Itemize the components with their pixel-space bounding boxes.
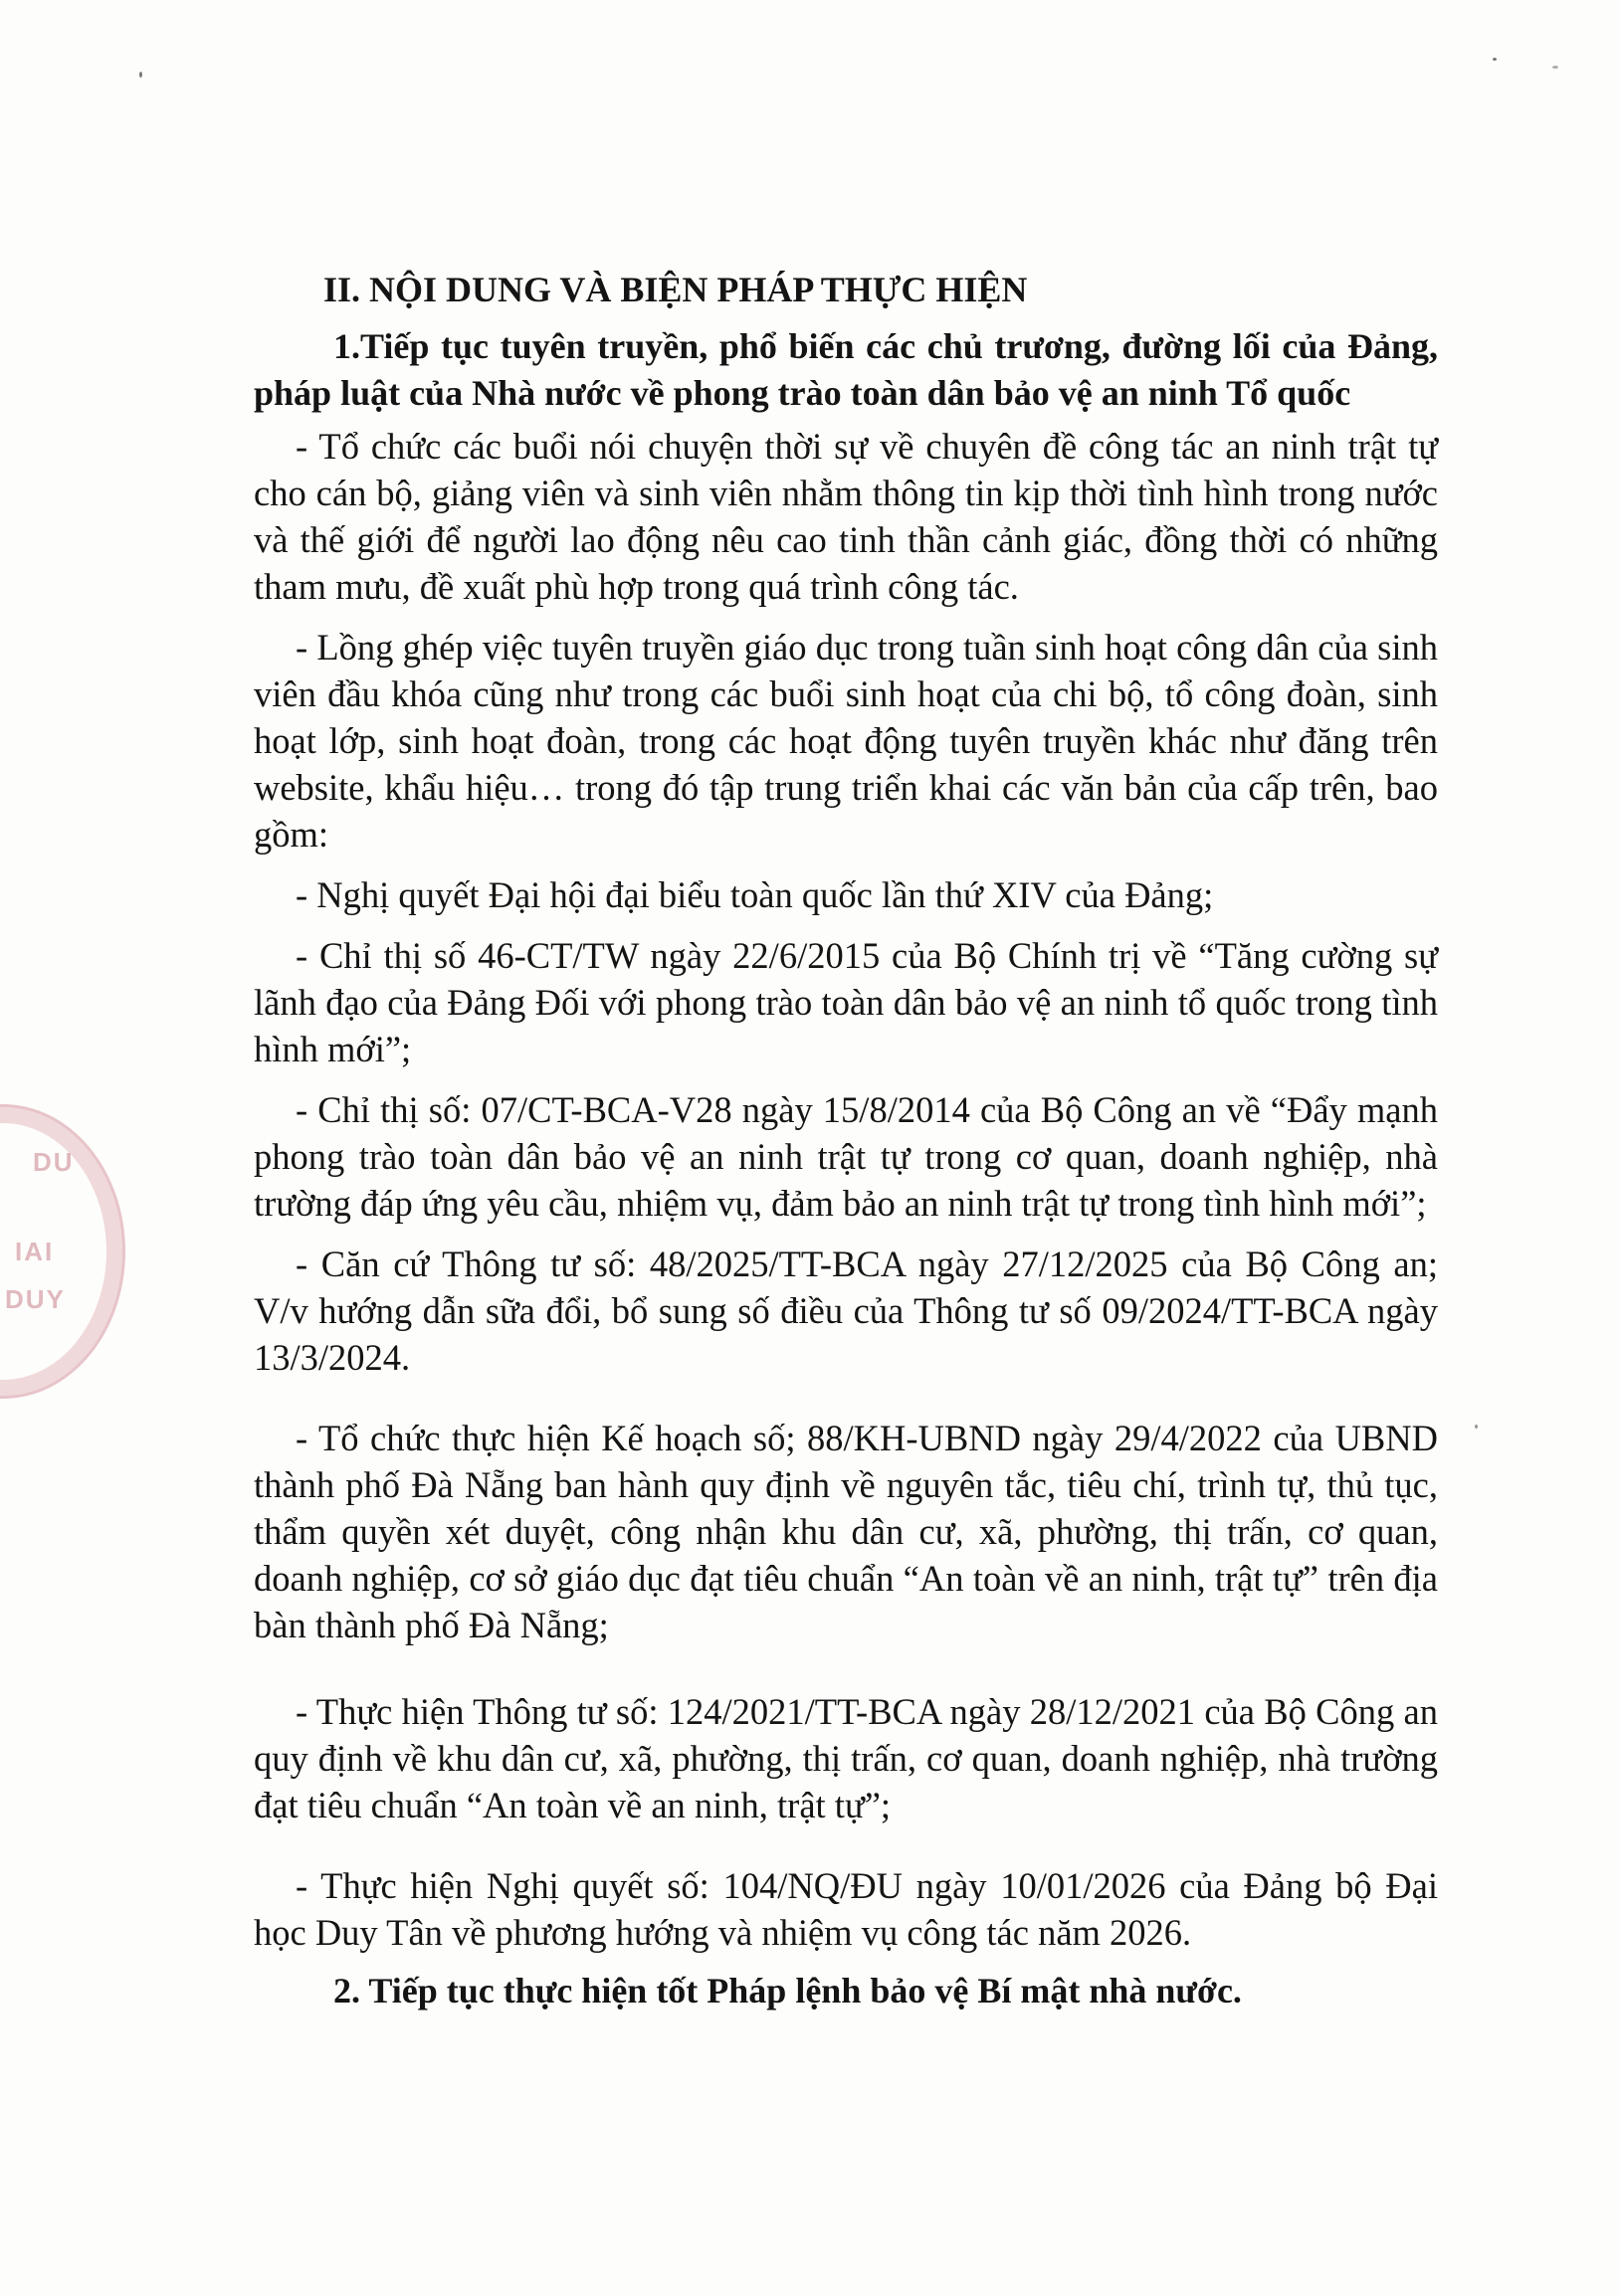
- document-body: [254, 267, 1438, 2014]
- sub-heading-1: 1.Tiếp tục tuyên truyền, phổ biến các chủ trương, đường lối của Đảng, pháp luật của Nhà nước về phong trào toàn dân bảo vệ an ninh Tổ quốc: [254, 326, 1438, 413]
- scan-speck: [1475, 1425, 1478, 1429]
- scan-speck: [139, 72, 142, 78]
- stamp-text-2: IAI: [15, 1237, 55, 1266]
- section-heading: II. NỘI DUNG VÀ BIỆN PHÁP THỰC HIỆN: [323, 270, 1028, 309]
- paragraph-4: - Chỉ thị số 46-CT/TW ngày 22/6/2015 của Bộ Chính trị về “Tăng cường sự lãnh đạo của Đảng Đối với phong trào toàn dân bảo vệ an ninh tổ quốc trong tình hình mới”;: [254, 935, 1438, 1069]
- paragraph-6: - Căn cứ Thông tư số: 48/2025/TT-BCA ngày 27/12/2025 của Bộ Công an; V/v hướng dẫn sữa đổi, bổ sung số điều của Thông tư số 09/2024/TT-BCA ngày 13/3/2024.: [254, 1244, 1438, 1378]
- paragraph-2: - Lồng ghép việc tuyên truyền giáo dục trong tuần sinh hoạt công dân của sinh viên đầu khóa cũng như trong các buổi sinh hoạt của chi bộ, tổ công đoàn, sinh hoạt lớp, sinh hoạt đoàn, trong các hoạt động tuyên truyền khác như đăng trên website, khẩu hiệu… trong đó tập trung triển khai các văn bản của cấp trên, bao gồm:: [254, 627, 1438, 855]
- sub-heading-2: 2. Tiếp tục thực hiện tốt Pháp lệnh bảo vệ Bí mật nhà nước.: [333, 1971, 1242, 2010]
- paragraph-9: - Thực hiện Nghị quyết số: 104/NQ/ĐU ngày 10/01/2026 của Đảng bộ Đại học Duy Tân về phương hướng và nhiệm vụ công tác năm 2026.: [254, 1865, 1438, 1953]
- paragraph-7: - Tổ chức thực hiện Kế hoạch số; 88/KH-UBND ngày 29/4/2022 của UBND thành phố Đà Nẵng ban hành quy định về nguyên tắc, tiêu chí, trình tự, thủ tục, thẩm quyền xét duyệt, công nhận khu dân cư, xã, phường, thị trấn, cơ quan, doanh nghiệp, cơ sở giáo dục đạt tiêu chuẩn “An toàn về an ninh, trật tự” trên địa bàn thành phố Đà Nẵng;: [254, 1418, 1438, 1645]
- scan-speck: [1493, 58, 1497, 61]
- stamp-text-1: DU: [33, 1147, 75, 1177]
- paragraph-1: - Tổ chức các buổi nói chuyện thời sự về chuyên đề công tác an ninh trật tự cho cán bộ, giảng viên và sinh viên nhằm thông tin kịp thời tình hình trong nước và thế giới để người lao động nêu cao tinh thần cảnh giác, đồng thời có những tham mưu, đề xuất phù hợp trong quá trình công tác.: [254, 426, 1438, 607]
- paragraph-8: - Thực hiện Thông tư số: 124/2021/TT-BCA ngày 28/12/2021 của Bộ Công an quy định về khu dân cư, xã, phường, thị trấn, cơ quan, doanh nghiệp, nhà trường đạt tiêu chuẩn “An toàn về an ninh, trật tự”;: [254, 1691, 1438, 1825]
- red-stamp-seal: [0, 1104, 125, 1399]
- stamp-text-3: DUY: [5, 1284, 66, 1314]
- scan-speck: [1552, 66, 1558, 69]
- paragraph-3: - Nghị quyết Đại hội đại biểu toàn quốc lần thứ XIV của Đảng;: [296, 874, 1214, 915]
- paragraph-5: - Chỉ thị số: 07/CT-BCA-V28 ngày 15/8/2014 của Bộ Công an về “Đẩy mạnh phong trào toàn dân bảo vệ an ninh trật tự trong cơ quan, doanh nghiệp, nhà trường đáp ứng yêu cầu, nhiệm vụ, đảm bảo an ninh trật tự trong tình hình mới”;: [254, 1089, 1438, 1224]
